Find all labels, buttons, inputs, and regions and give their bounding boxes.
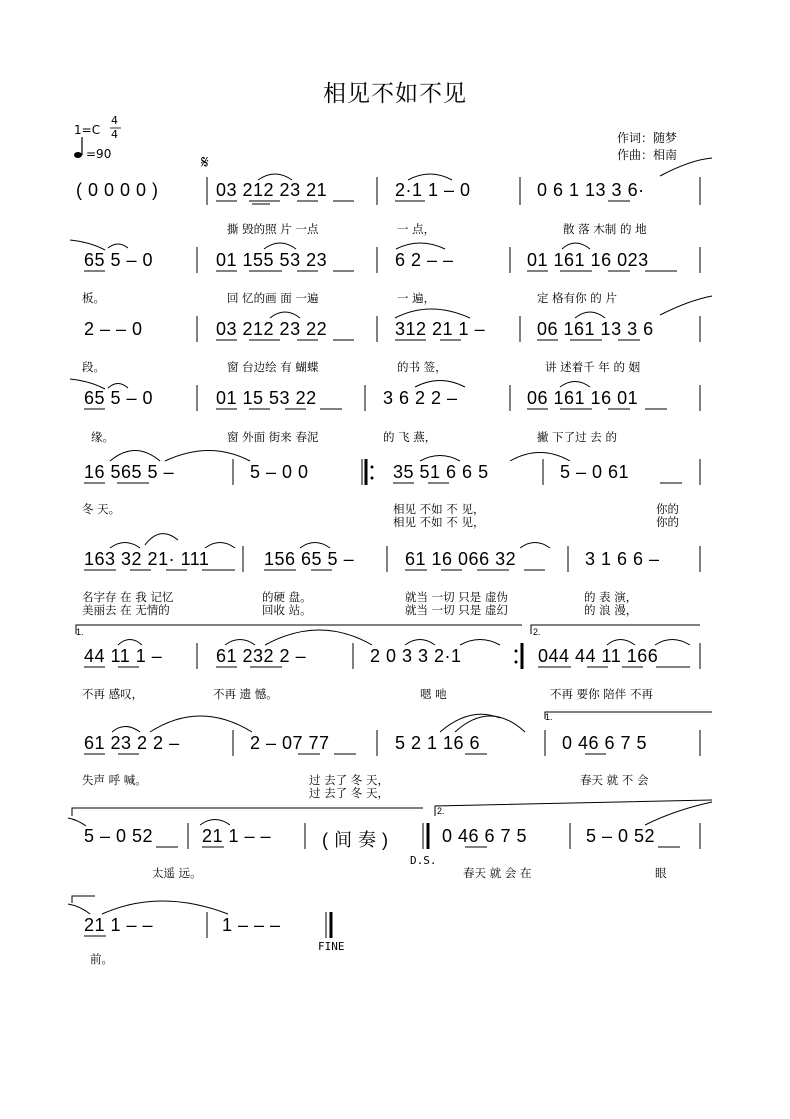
lyric-l7-d: 不再 要你 陪伴 不再 (550, 687, 653, 701)
lyric-l7-c: 嗯 吔 (420, 687, 447, 701)
slur (560, 382, 590, 388)
fine-label: FINE (318, 940, 345, 953)
notation-l1-m2: 03 212 23 21 (216, 180, 328, 200)
slur (102, 901, 228, 914)
slur (110, 451, 160, 462)
notation-l7-m3: 2 0 3 3 2·1 (370, 646, 462, 666)
lyric-l6-a: 名字存 在 我 记忆 (82, 590, 174, 604)
slur (145, 534, 178, 545)
slur (264, 243, 296, 249)
notation-l8-m2: 2 – 07 77 (250, 733, 330, 753)
notation-l6-m1: 163 32 21· 111 (84, 549, 210, 569)
volta-1b-label: 1. (545, 712, 553, 722)
slur (510, 453, 570, 462)
notation-l2-m1: 65 5 – 0 (84, 250, 154, 270)
lyric-l7-a: 不再 感叹， (82, 687, 144, 701)
repeat-dot (371, 466, 374, 469)
notation-l5-m1: 16 565 5 – (84, 462, 175, 482)
quarter-note-icon (74, 137, 82, 158)
notation-l9-m1: 5 – 0 52 (84, 826, 154, 846)
notation-l6-m3: 61 16 066 32 (405, 549, 517, 569)
notation-l3-m3: 312 21 1 – (395, 319, 486, 339)
lyric-l4-c: 的 飞 燕， (383, 430, 437, 444)
lyric-l6b-d: 的 浪 漫， (584, 603, 638, 617)
barlines (188, 177, 700, 938)
notation-l5-m4: 5 – 0 61 (560, 462, 630, 482)
key-signature: 1=C (74, 123, 101, 137)
lyric-l9-a: 太遥 远。 (152, 866, 202, 880)
slur (165, 451, 250, 462)
slur (270, 312, 300, 318)
slur (396, 243, 445, 249)
slur (200, 820, 230, 826)
lyric-l8-b: 过 去了 冬 天， (309, 773, 389, 787)
lyric-l7-b: 不再 遗 憾。 (213, 687, 278, 701)
slur (205, 543, 235, 549)
lyric-l2-d: 定 格有你 的 片 (537, 291, 617, 305)
notation-l10-m1: 21 1 – – (84, 915, 154, 935)
slur (70, 379, 105, 389)
lyric-l5b-a: 相见 不如 不 见， (393, 515, 485, 529)
lyric-l5b-b: 你的 (656, 515, 679, 529)
notation-l7-m2: 61 232 2 – (216, 646, 307, 666)
slur (520, 543, 550, 549)
slur (575, 312, 605, 318)
lyric-l8-c: 春天 就 不 会 (580, 773, 649, 787)
lyric-l2-c: 一 遍， (397, 291, 436, 305)
slur (405, 640, 435, 646)
slur (110, 543, 140, 549)
lyric-l9-b: 春天 就 会 在 (463, 866, 532, 880)
ds-label: D.S. (410, 854, 437, 867)
tempo-mark: =90 (86, 147, 112, 161)
lyric-l4-d: 撇 下了过 去 的 (537, 430, 617, 444)
notation-l10-m2: 1 – – – (222, 915, 281, 935)
notation-l4-m2: 01 15 53 22 (216, 388, 317, 408)
notation-l9-m5: 5 – 0 52 (586, 826, 656, 846)
notation-l6-m2: 156 65 5 – (264, 549, 355, 569)
slur (258, 174, 292, 180)
notation-l6-m4: 3 1 6 6 – (585, 549, 660, 569)
lyric-l6b-a: 美丽去 在 无情的 (82, 603, 170, 617)
lyric-l1-a: 撕 毁的照 片 一点 (227, 222, 319, 236)
repeat-dots (371, 466, 518, 664)
volta-bracket (531, 625, 700, 634)
volta-bracket (72, 896, 95, 903)
notation-l8-m1: 61 23 2 2 – (84, 733, 180, 753)
lyric-l1-b: 一 点， (397, 222, 436, 236)
lyric-l8-a: 失声 呼 喊。 (82, 773, 147, 787)
slur (300, 543, 330, 549)
slur (118, 640, 142, 646)
slur (408, 174, 452, 180)
notation-l8-m4: 0 46 6 7 5 (562, 733, 648, 753)
notation-l8-m3: 5 2 1 16 6 (395, 733, 481, 753)
lyric-l5-a: 冬 天。 (82, 502, 121, 516)
segno-icon: 𝄋 (201, 152, 209, 173)
slur (420, 456, 460, 462)
volta-2-label: 2. (533, 627, 541, 637)
notation-l9-m2: 21 1 – – (202, 826, 272, 846)
notation-l3-m4: 06 161 13 3 6 (537, 319, 654, 339)
notation-l2-m4: 01 161 16 023 (527, 250, 649, 270)
song-title: 相见不如不见 (323, 81, 467, 107)
slur (108, 384, 128, 389)
notation-l5-m3: 35 51 6 6 5 (393, 462, 489, 482)
slur (455, 716, 525, 732)
time-signature-top: 4 (111, 114, 118, 127)
notation-l7-m1: 44 11 1 – (84, 646, 163, 666)
notation-l3-m2: 03 212 23 22 (216, 319, 328, 339)
volta-brackets (72, 625, 712, 903)
volta-1-label: 1. (76, 627, 84, 637)
notation-l3-m1: 2 – – 0 (84, 319, 143, 339)
composer-credit: 作曲：相南 (617, 148, 678, 162)
lyric-l1-c: 散 落 木制 的 地 (563, 222, 647, 236)
notation-l1-m3: 2·1 1 – 0 (395, 180, 471, 200)
repeat-dot (371, 477, 374, 480)
repeat-dot (515, 650, 518, 653)
notation-l1-m1: ( 0 0 0 0 ) (76, 180, 159, 200)
notation-l7-m4: 044 44 11 166 (538, 646, 659, 666)
lyric-l3-c: 的书 签， (397, 360, 447, 374)
lyric-l9-c: 眼 (655, 866, 667, 880)
notation-l5-m2: 5 – 0 0 (250, 462, 309, 482)
volta-bracket (76, 625, 522, 634)
lyric-l8b-a: 过 去了 冬 天， (309, 786, 389, 800)
notation-l4-m1: 65 5 – 0 (84, 388, 154, 408)
slur (395, 309, 470, 318)
repeat-dot (515, 661, 518, 664)
slur (112, 727, 140, 733)
slur (68, 818, 86, 826)
volta-2b-label: 2. (437, 806, 445, 816)
lyric-l6-b: 的硬 盘。 (262, 590, 312, 604)
slur (265, 630, 372, 645)
slur (108, 244, 128, 248)
slur (150, 716, 252, 732)
slur (460, 640, 500, 646)
slur (562, 243, 590, 249)
slur (440, 714, 500, 732)
lyric-l5-c: 你的 (656, 502, 679, 516)
lyric-l3-d: 讲 述着千 年 的 姻 (545, 360, 641, 374)
lyric-l4-a: 缘。 (91, 430, 114, 444)
lyric-l6b-c: 就当 一切 只是 虚幻 (405, 603, 508, 617)
volta-bracket (545, 712, 712, 719)
lyric-l2-a: 板。 (82, 291, 105, 305)
lyric-l6-c: 就当 一切 只是 虚伪 (405, 590, 508, 604)
slur (660, 296, 712, 315)
slur (660, 158, 712, 176)
lyric-l2-b: 回 忆的画 面 一遍 (227, 291, 319, 305)
lyricist-credit: 作词：随梦 (617, 131, 678, 145)
lyric-l3-b: 窗 台边绘 有 蝴蝶 (227, 360, 319, 374)
volta-bracket (72, 808, 423, 816)
lyric-l6-d: 的 表 演， (584, 590, 638, 604)
slur (607, 640, 635, 646)
notation-l4-m4: 06 161 16 01 (527, 388, 639, 408)
slur (68, 904, 90, 914)
time-signature-bottom: 4 (111, 128, 118, 141)
notation-l2-m2: 01 155 53 23 (216, 250, 328, 270)
notation-l9-m3: ( 间 奏 ) (322, 830, 389, 850)
slur (645, 802, 712, 825)
lyric-l4-b: 窗 外面 街来 春泥 (227, 430, 319, 444)
lyric-l6b-b: 回收 站。 (262, 603, 312, 617)
lyric-l3-a: 段。 (82, 360, 105, 374)
slur (655, 640, 690, 646)
notation-l2-m3: 6 2 – – (395, 250, 454, 270)
lyric-l10-a: 前。 (90, 952, 113, 966)
notation-l9-m4: 0 46 6 7 5 (442, 826, 528, 846)
slur (70, 240, 105, 250)
slur (415, 381, 465, 388)
lyric-l5-b: 相见 不如 不 见， (393, 502, 485, 516)
notation-l4-m3: 3 6 2 2 – (383, 388, 458, 408)
slur (225, 640, 255, 646)
notation-l1-m4: 0 6 1 13 3 6· (537, 180, 645, 200)
